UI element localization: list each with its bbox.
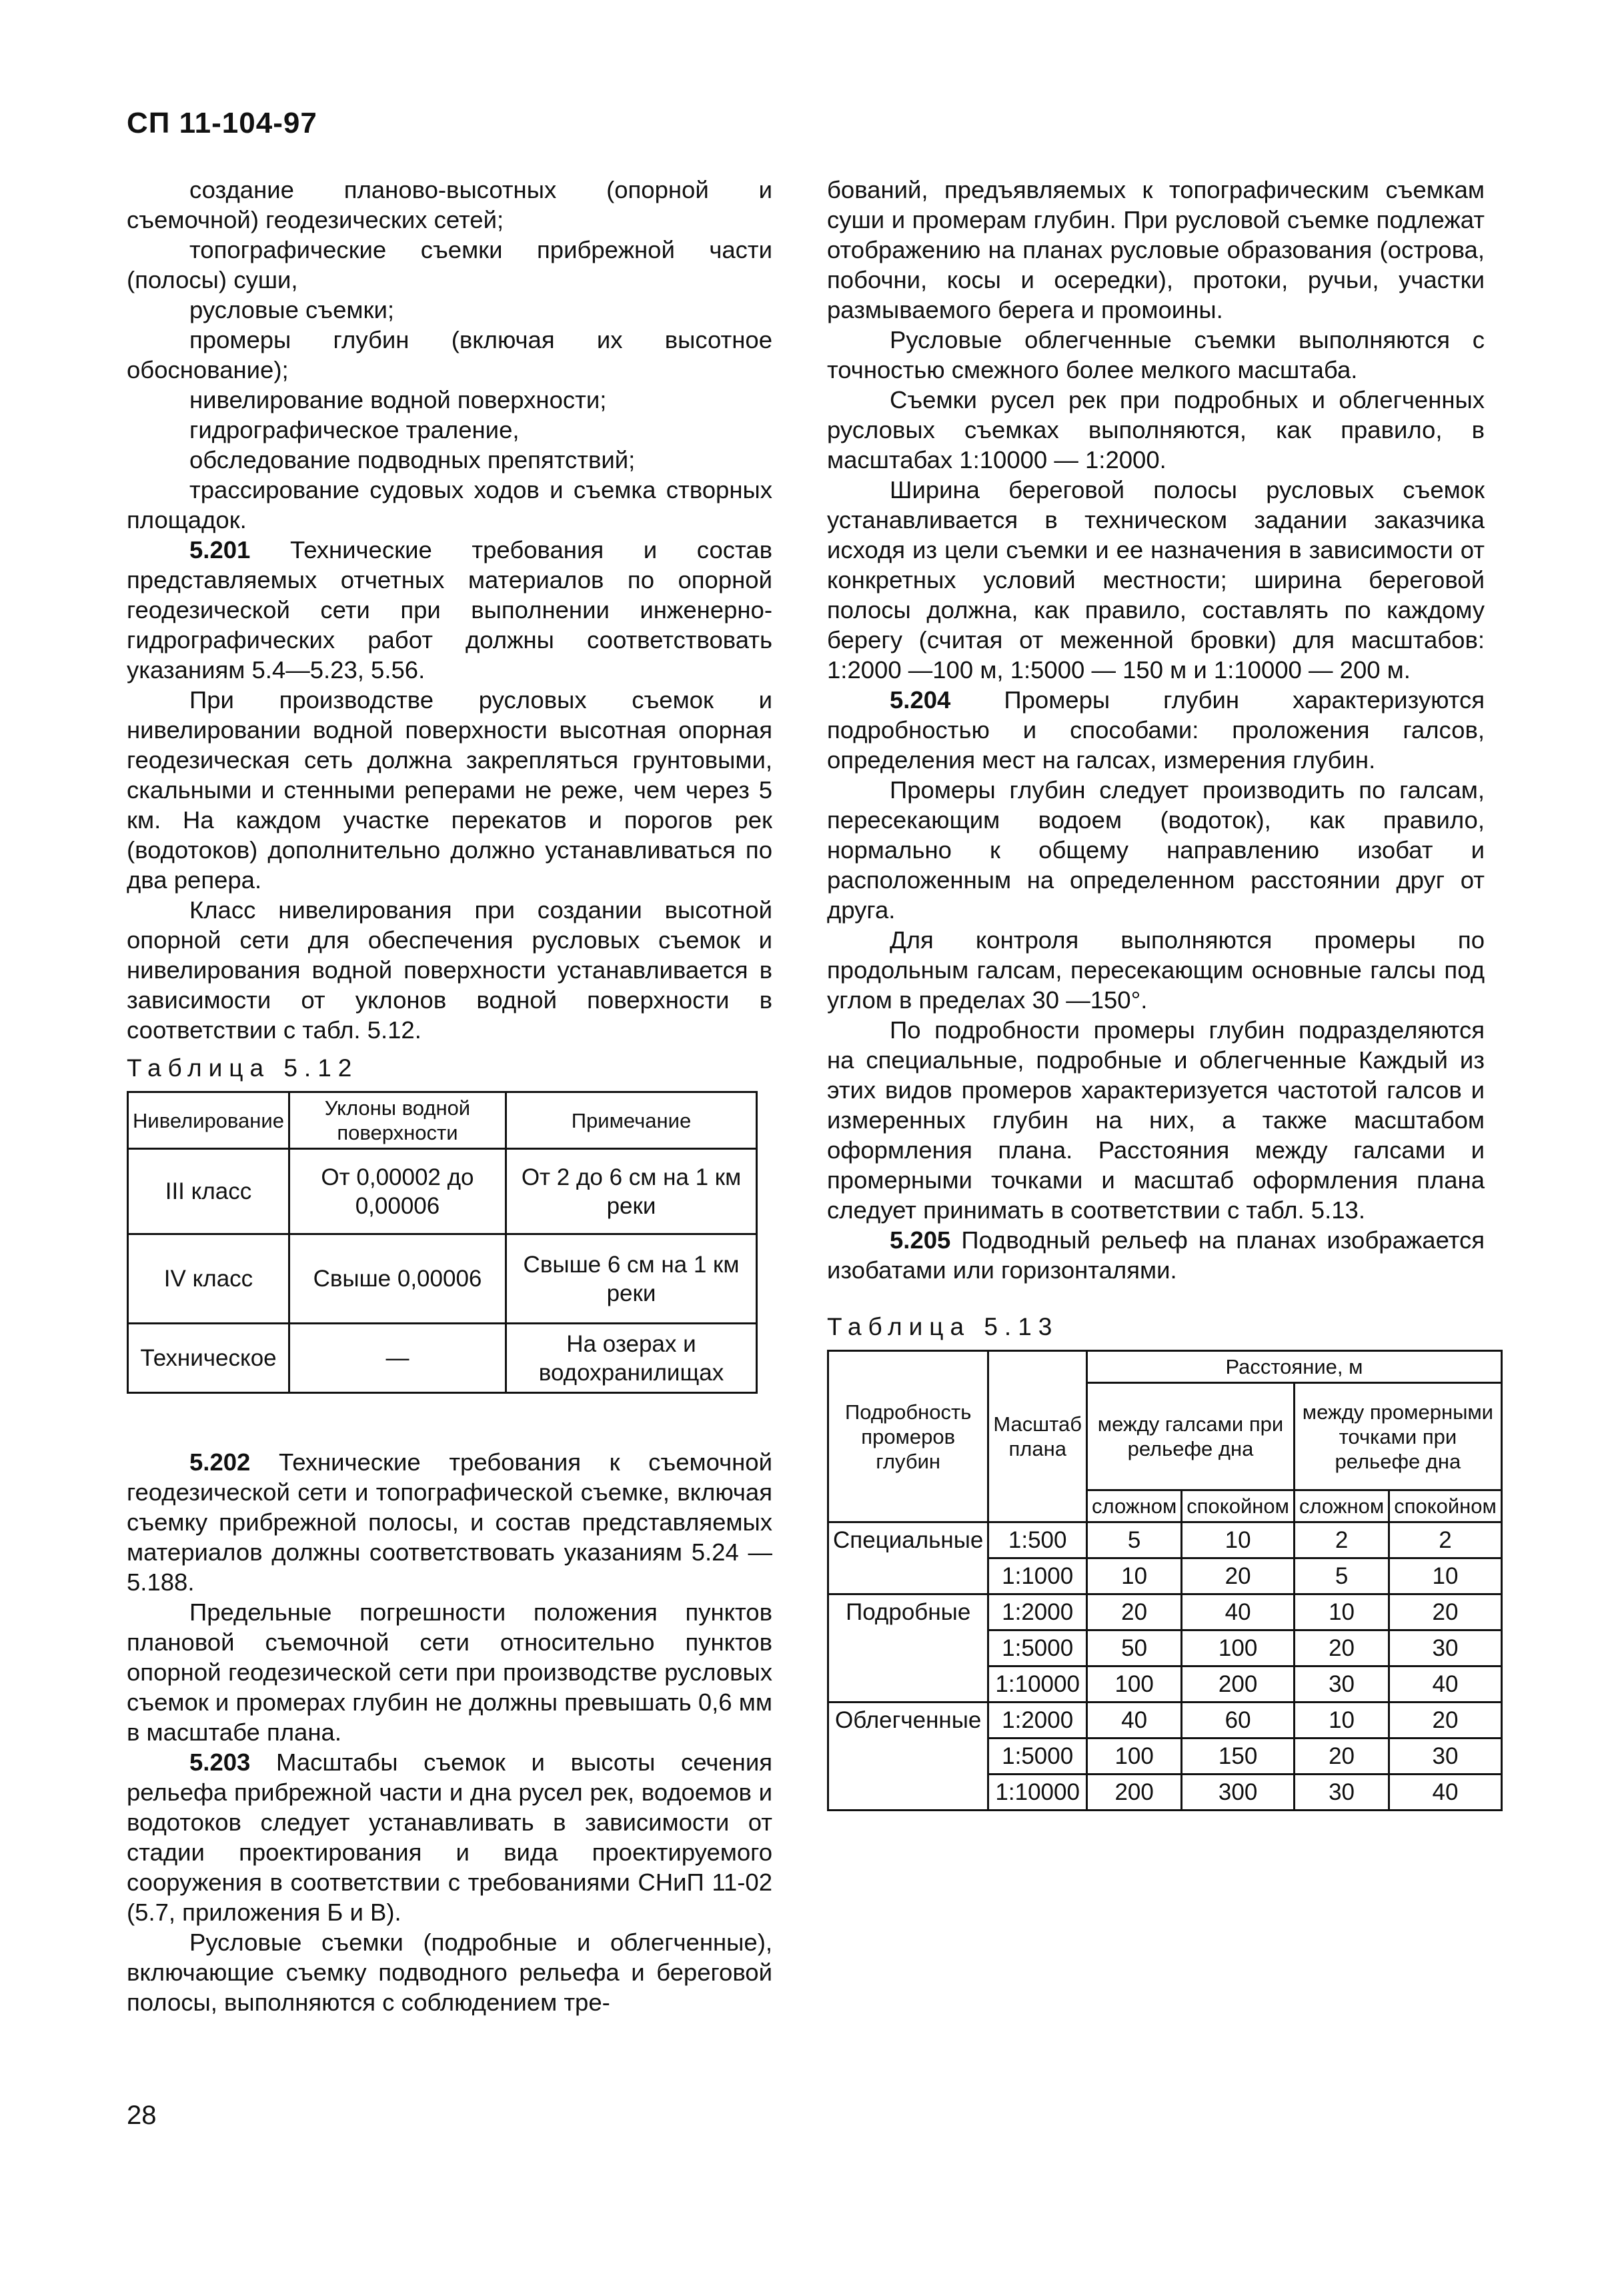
list-item: создание планово-высотных (опорной и съемочной) геодезических сетей;: [127, 176, 772, 233]
table-cell: 5: [1294, 1558, 1389, 1594]
table-header-cell: сложном: [1294, 1490, 1389, 1522]
table-cell: III класс: [128, 1149, 289, 1234]
table-caption: Таблица 5.12: [127, 1054, 359, 1082]
table-cell: 1:5000: [988, 1630, 1087, 1666]
table-cell: 1:2000: [988, 1594, 1087, 1630]
clause-number: 5.201: [189, 536, 251, 563]
table-cell: 20: [1389, 1702, 1502, 1739]
table-header-cell: сложном: [1087, 1490, 1182, 1522]
paragraph-text: Подводный рельеф на планах изображается изобатами или горизонталями.: [827, 1226, 1485, 1284]
clause-number: 5.203: [189, 1749, 251, 1776]
table-cell: 40: [1389, 1775, 1502, 1811]
table-cell: 1:10000: [988, 1775, 1087, 1811]
table-cell: 20: [1294, 1739, 1389, 1775]
paragraph: Русловые облегченные съемки выполняются с точностью смежного более мелкого масштаба.: [827, 326, 1485, 383]
list-item: гидрографическое траление,: [189, 416, 520, 443]
left-column: [127, 175, 772, 2017]
table-cell: 200: [1087, 1775, 1182, 1811]
table-cell: 30: [1294, 1666, 1389, 1702]
paragraph: Русловые съемки (подробные и облегченные), включающие съемку подводного рельефа и береговой полосы, выполняются с соблюдением тре-: [127, 1929, 772, 2016]
table-cell: 1:1000: [988, 1558, 1087, 1594]
table-row: [128, 1234, 757, 1324]
table-header-cell: Расстояние, м: [1087, 1351, 1502, 1383]
clause-number: 5.205: [890, 1226, 951, 1254]
table-5-13: [827, 1350, 1503, 1811]
table-cell: 10: [1294, 1594, 1389, 1630]
table-cell: Свыше 6 см на 1 км реки: [506, 1234, 756, 1324]
paragraph: Класс нивелирования при создании высотной опорной сети для обеспечения русловых съемок и нивелирования водной поверхности устанавливается в зависимости от уклонов водной поверхности в соответствии с табл. 5.12.: [127, 896, 772, 1044]
table-cell: 5: [1087, 1522, 1182, 1558]
table-header-cell: Подробность промеров глубин: [828, 1351, 988, 1522]
table-cell: На озерах и водохранилищах: [506, 1324, 756, 1393]
table-cell: 10: [1389, 1558, 1502, 1594]
table-cell: 2: [1294, 1522, 1389, 1558]
paragraph: По подробности промеры глубин подразделяются на специальные, подробные и облегченные Каждый из этих видов промеров характеризуется частотой галсов и измеренных глубин на них, а также масштабом оформления плана. Расстояния между галсами и промерными точками и масштаб оформления плана следует принимать в соответствии с табл. 5.13.: [827, 1016, 1485, 1224]
table-cell: 60: [1182, 1702, 1295, 1739]
paragraph-text: Технические требования и состав представляемых отчетных материалов по опорной геодезической сети при выполнении инженерно-гидрографических работ должны соответствовать указаниям 5.4—5.23, 5.56.: [127, 536, 772, 684]
table-cell: 200: [1182, 1666, 1295, 1702]
table-cell: 100: [1182, 1630, 1295, 1666]
table-cell: 20: [1087, 1594, 1182, 1630]
paragraph-5-205: [827, 1225, 1485, 1285]
table-cell: 10: [1294, 1702, 1389, 1739]
table-group-cell: Специальные: [828, 1522, 988, 1594]
table-cell: 100: [1087, 1739, 1182, 1775]
table-header-row: [128, 1092, 757, 1149]
table-cell: 20: [1182, 1558, 1295, 1594]
paragraph-5-202: [127, 1447, 772, 1597]
paragraph-5-201: [127, 535, 772, 685]
paragraph-5-203: [127, 1747, 772, 1927]
table-header-cell: Уклоны водной поверхности: [289, 1092, 506, 1149]
table-cell: 150: [1182, 1739, 1295, 1775]
table-cell: 50: [1087, 1630, 1182, 1666]
table-5-12: [127, 1091, 758, 1394]
table-cell: 40: [1182, 1594, 1295, 1630]
table-header-cell: между галсами при рельефе дна: [1087, 1383, 1295, 1490]
paragraph: Предельные погрешности положения пунктов плановой съемочной сети относительно пунктов опорной геодезической сети при производстве русловых съемок и промерах глубин не должны превышать 0,6 мм в масштабе плана.: [127, 1598, 772, 1746]
table-cell: 1:10000: [988, 1666, 1087, 1702]
table-row: [128, 1324, 757, 1393]
table-row: [828, 1522, 1502, 1558]
spacer: [127, 1394, 772, 1447]
table-cell: 2: [1389, 1522, 1502, 1558]
table-cell: 10: [1087, 1558, 1182, 1594]
table-cell: Техническое: [128, 1324, 289, 1393]
table-header-cell: Масштаб плана: [988, 1351, 1087, 1522]
table-cell: 30: [1294, 1775, 1389, 1811]
table-header-row: [828, 1351, 1502, 1383]
table-cell: 30: [1389, 1630, 1502, 1666]
table-cell: 1:5000: [988, 1739, 1087, 1775]
clause-number: 5.202: [189, 1448, 251, 1476]
table-cell: 40: [1389, 1666, 1502, 1702]
table-header-cell: Примечание: [506, 1092, 756, 1149]
table-header-cell: между промерными точками при рельефе дна: [1294, 1383, 1501, 1490]
page-number: 28: [127, 2101, 157, 2130]
table-cell: 100: [1087, 1666, 1182, 1702]
paragraph: Ширина береговой полосы русловых съемок устанавливается в техническом задании заказчика исходя из цели съемки и ее назначения в зависимости от конкретных условий местности; ширина береговой полосы должна, как правило, составлять по каждому берегу (считая от меженной бровки) для масштабов: 1:2000 —100 м, 1:5000 — 150 м и 1:10000 — 200 м.: [827, 476, 1485, 684]
table-header-cell: спокойном: [1182, 1490, 1295, 1522]
list-item: топографические съемки прибрежной части (полосы) суши,: [127, 236, 772, 293]
table-cell: Свыше 0,00006: [289, 1234, 506, 1324]
table-cell: 20: [1389, 1594, 1502, 1630]
table-cell: 10: [1182, 1522, 1295, 1558]
list-item: трассирование судовых ходов и съемка створных площадок.: [127, 476, 772, 533]
table-cell: 1:500: [988, 1522, 1087, 1558]
table-cell: 30: [1389, 1739, 1502, 1775]
paragraph: Промеры глубин следует производить по галсам, пересекающим водоем (водоток), как правило, нормально к общему направлению изобат и расположенным на определенном расстоянии друг от друга.: [827, 776, 1485, 924]
table-row: [828, 1594, 1502, 1630]
table-row: [828, 1702, 1502, 1739]
table-cell: —: [289, 1324, 506, 1393]
work-types-list: [127, 175, 772, 535]
table-group-cell: Облегченные: [828, 1702, 988, 1811]
table-cell: 20: [1294, 1630, 1389, 1666]
right-column: [827, 175, 1497, 1811]
list-item: нивелирование водной поверхности;: [189, 386, 607, 413]
table-cell: От 0,00002 до 0,00006: [289, 1149, 506, 1234]
table-cell: 300: [1182, 1775, 1295, 1811]
paragraph: Для контроля выполняются промеры по продольным галсам, пересекающим основные галсы под углом в пределах 30 —150°.: [827, 926, 1485, 1014]
table-cell: 1:2000: [988, 1702, 1087, 1739]
document-code: СП 11-104-97: [127, 107, 317, 139]
paragraph-5-204: [827, 685, 1485, 775]
paragraph: Съемки русел рек при подробных и облегченных русловых съемках выполняются, как правило, в масштабах 1:10000 — 1:2000.: [827, 386, 1485, 473]
table-header-cell: Нивелирование: [128, 1092, 289, 1149]
table-cell: От 2 до 6 см на 1 км реки: [506, 1149, 756, 1234]
table-header-cell: спокойном: [1389, 1490, 1502, 1522]
paragraph: бований, предъявляемых к топографическим съемкам суши и промерам глубин. При русловой съемке подлежат отображению на планах русловые образования (острова, побочни, косы и осередки), протоки, ручьи, участки размываемого берега и промоины.: [827, 176, 1485, 323]
paragraph-text: Промеры глубин характеризуются подробностью и способами: проложения галсов, определения мест на галсах, измерения глубин.: [827, 686, 1485, 774]
paragraph-text: Масштабы съемок и высоты сечения рельефа прибрежной части и дна русел рек, водоемов и водотоков следует устанавливать в зависимости от стадии проектирования и вида проектируемого сооружения в соответствии с требованиями СНиП 11-02 (5.7, приложения Б и В).: [127, 1749, 772, 1926]
table-group-cell: Подробные: [828, 1594, 988, 1702]
paragraph: При производстве русловых съемок и нивелировании водной поверхности высотная опорная геодезическая сеть должна закрепляться грунтовыми, скальными и стенными реперами не реже, чем через 5 км. На каждом участке перекатов и порогов рек (водотоков) дополнительно должно устанавливаться по два репера.: [127, 686, 772, 894]
table-row: [128, 1149, 757, 1234]
paragraph-text: Технические требования к съемочной геодезической сети и топографической съемке, включая съемку прибрежной полосы, и состав представляемых материалов должны соответствовать указаниям 5.24 — 5.188.: [127, 1448, 772, 1596]
list-item: русловые съемки;: [189, 296, 395, 323]
list-item: обследование подводных препятствий;: [189, 446, 636, 473]
clause-number: 5.204: [890, 686, 951, 714]
table-caption: Таблица 5.13: [827, 1313, 1059, 1340]
table-cell: IV класс: [128, 1234, 289, 1324]
list-item: промеры глубин (включая их высотное обоснование);: [127, 326, 772, 383]
table-cell: 40: [1087, 1702, 1182, 1739]
